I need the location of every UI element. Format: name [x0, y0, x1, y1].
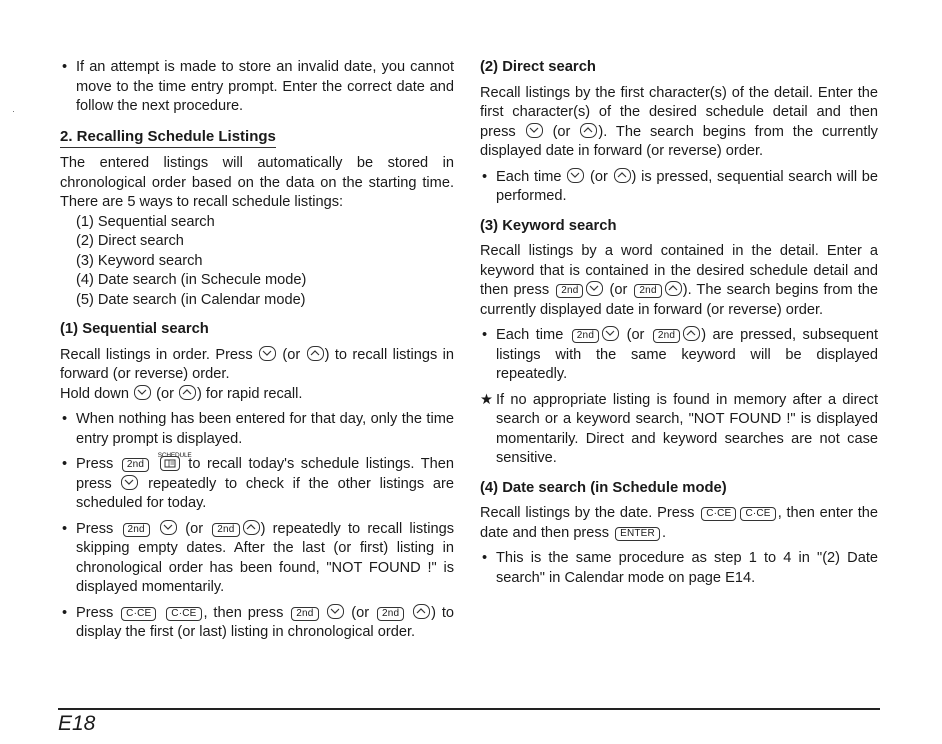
- recall-way-item: (2) Direct search: [76, 233, 184, 249]
- left-column: [60, 58, 454, 643]
- direct-search-para: [480, 84, 878, 162]
- second-key: 2nd: [291, 607, 318, 621]
- recall-way-item: (1) Sequential search: [76, 213, 215, 230]
- text-segment: Each time: [496, 327, 564, 343]
- bullet-symbol: •: [62, 456, 68, 472]
- text-segment: Press: [76, 520, 114, 537]
- down-arrow-key-icon: [121, 475, 138, 490]
- text-segment: ). The search begins from the currently displayed date in forward (or reverse) order.: [480, 282, 878, 318]
- text-segment: (or: [185, 520, 204, 537]
- up-arrow-key-icon: [413, 604, 430, 619]
- second-key: 2nd: [556, 284, 583, 298]
- keyword-repeat-note: [480, 326, 878, 385]
- text-segment: ) to recall listings in forward (or reverse) order.: [60, 346, 454, 382]
- text-segment: (or: [282, 346, 301, 363]
- second-key: 2nd: [377, 607, 404, 621]
- text-segment: When nothing has been entered for that day, only the time entry prompt is displayed.: [76, 411, 454, 447]
- up-arrow-key-icon: [665, 281, 682, 296]
- page-number: E18: [58, 712, 96, 735]
- text-segment: Hold down: [60, 385, 129, 402]
- up-arrow-key-icon: [683, 326, 700, 341]
- bullet-symbol: •: [62, 59, 68, 75]
- bullet-symbol: •: [62, 604, 68, 621]
- first-last-listing-note: [60, 604, 454, 643]
- calendar-procedure-note: [480, 549, 878, 588]
- text-segment: ) for rapid recall.: [197, 385, 303, 402]
- text-segment: Recall listings by the first character(s) of the detail. Enter the first character(s) of the desired schedule detail and then press: [480, 84, 878, 140]
- keyword-search-para: [480, 242, 878, 320]
- schedule-book-icon: [160, 456, 180, 471]
- down-arrow-key-icon: [602, 326, 619, 341]
- text-segment: repeatedly to check if the other listings are scheduled for today.: [76, 475, 454, 511]
- text-segment: Each time: [496, 168, 562, 185]
- text-segment: , then press: [203, 604, 284, 621]
- second-key: 2nd: [653, 329, 680, 343]
- cce-key: C·CE: [701, 507, 736, 521]
- down-arrow-key-icon: [327, 604, 344, 619]
- second-key: 2nd: [123, 523, 150, 537]
- recall-way-item: (4) Date search (in Schecule mode): [76, 272, 307, 288]
- sequential-search-heading: (1) Sequential search: [60, 321, 209, 337]
- text-segment: ) repeatedly to recall listings skipping empty dates. After the last (or first) listing in chronological order has been found, "NOT FOUND !" is displayed momentarily.: [76, 520, 454, 595]
- text-segment: This is the same procedure as step 1 to 4 in "(2) Date search" in Calendar mode on page E14.: [496, 550, 878, 586]
- text-segment: .: [661, 524, 667, 541]
- skip-empty-dates-note: [60, 520, 454, 598]
- recall-way-item: (5) Date search (in Calendar mode): [76, 291, 306, 308]
- invalid-date-note: [60, 58, 454, 117]
- second-key: 2nd: [212, 523, 239, 537]
- text-segment: (or: [351, 604, 370, 621]
- text-segment: ) to display the first (or last) listing in chronological order.: [76, 604, 455, 640]
- second-key: 2nd: [634, 284, 661, 298]
- direct-search-repeat-note: [480, 168, 878, 207]
- down-arrow-key-icon: [134, 385, 151, 400]
- down-arrow-key-icon: [586, 281, 603, 296]
- down-arrow-key-icon: [160, 520, 177, 535]
- rapid-recall-para: [60, 385, 454, 405]
- text-segment: to recall today's schedule listings. Then press: [76, 456, 454, 492]
- invalid-date-text: If an attempt is made to store an invalid date, you cannot move to the time entry prompt. Enter the correct date and follow the next procedure.: [76, 59, 454, 114]
- bullet-symbol: •: [62, 411, 68, 427]
- up-arrow-key-icon: [614, 168, 631, 183]
- text-segment: (or: [626, 327, 645, 343]
- text-segment: Press: [76, 604, 114, 621]
- up-arrow-key-icon: [307, 346, 324, 361]
- schedule-key-label: SCHEDULE: [157, 452, 192, 459]
- bullet-symbol: •: [482, 550, 488, 566]
- sequential-search-para: [60, 346, 454, 385]
- margin-mark: [13, 111, 14, 112]
- schedule-key: [157, 452, 192, 475]
- up-arrow-key-icon: [243, 520, 260, 535]
- text-segment: ). The search begins from the currently displayed date in forward (or reverse) order.: [480, 123, 878, 159]
- cce-key: C·CE: [740, 507, 775, 521]
- today-listings-note: [60, 452, 454, 514]
- cce-key: C·CE: [121, 607, 156, 621]
- text-segment: (or: [552, 123, 571, 140]
- date-search-para: [480, 504, 878, 543]
- right-column: [480, 58, 878, 588]
- cce-key: C·CE: [166, 607, 201, 621]
- date-search-heading: (4) Date search (in Schedule mode): [480, 479, 727, 496]
- direct-search-heading: (2) Direct search: [480, 59, 596, 75]
- enter-key: ENTER: [615, 527, 660, 541]
- text-segment: Recall listings in order. Press: [60, 346, 253, 363]
- text-segment: (or: [589, 168, 608, 185]
- down-arrow-key-icon: [567, 168, 584, 183]
- empty-day-note: [60, 410, 454, 449]
- second-key: 2nd: [572, 329, 599, 343]
- text-segment: ) are pressed, subsequent listings with the same keyword will be displayed repeatedly.: [496, 327, 879, 382]
- text-segment: , then enter the date and then press: [480, 505, 878, 541]
- text-segment: Recall listings by the date. Press: [480, 505, 695, 521]
- up-arrow-key-icon: [179, 385, 196, 400]
- text-segment: (or: [609, 282, 628, 298]
- star-icon: ★: [480, 391, 494, 408]
- text-segment: Press: [76, 456, 114, 472]
- keyword-search-heading: (3) Keyword search: [480, 217, 617, 234]
- up-arrow-key-icon: [580, 123, 597, 138]
- bullet-symbol: •: [482, 168, 488, 185]
- section2-paragraph: The entered listings will automatically be stored in chronological order based on the data on the starting time. There are 5 ways to recall schedule listings:: [60, 155, 454, 210]
- not-found-note: [480, 391, 878, 469]
- second-key: 2nd: [122, 458, 149, 472]
- section-heading-recalling: 2. Recalling Schedule Listings: [60, 127, 276, 149]
- down-arrow-key-icon: [259, 346, 276, 361]
- text-segment: (or: [156, 385, 174, 402]
- bullet-symbol: •: [62, 520, 68, 537]
- footer-rule: [58, 708, 880, 710]
- recall-ways-list: [60, 213, 454, 311]
- text-segment: ) is pressed, sequential search will be performed.: [496, 168, 879, 204]
- text-segment: Recall listings by a word contained in the detail. Enter a keyword that is contained in the desired schedule detail and then press: [480, 243, 878, 298]
- recall-way-item: (3) Keyword search: [76, 252, 203, 269]
- down-arrow-key-icon: [526, 123, 543, 138]
- text-segment: If no appropriate listing is found in memory after a direct search or a keyword search, "NOT FOUND !" is displayed momentarily. Direct and keyword searches are not case sensitive.: [496, 391, 878, 466]
- bullet-symbol: •: [482, 327, 488, 343]
